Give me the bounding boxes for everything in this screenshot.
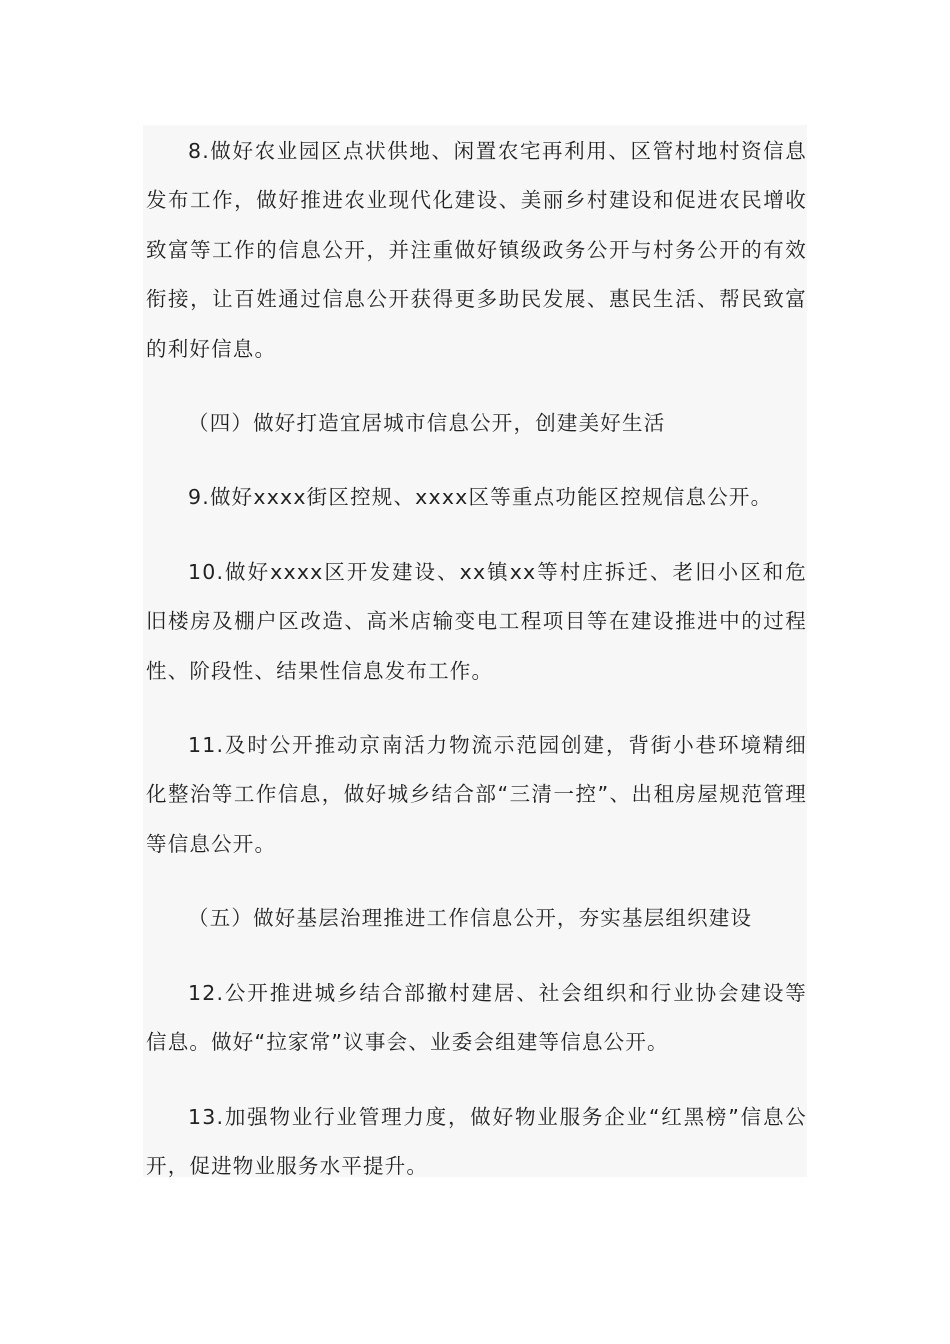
paragraph-item-10: 10.做好xxxx区开发建设、xx镇xx等村庄拆迁、老旧小区和危旧楼房及棚户区改造、高米店输变电工程项目等在建设推进中的过程性、阶段性、结果性信息发布工作。: [146, 559, 807, 683]
section-heading-5: （五）做好基层治理推进工作信息公开，夯实基层组织建设: [188, 906, 753, 931]
paragraph-item-9: 9.做好xxxx街区控规、xxxx区等重点功能区控规信息公开。: [188, 485, 773, 510]
paragraph-item-13: 13.加强物业行业管理力度，做好物业服务企业“红黑榜”信息公开，促进物业服务水平提升。: [146, 1104, 807, 1178]
section-heading-4: （四）做好打造宜居城市信息公开，创建美好生活: [188, 411, 666, 436]
document-text-block: [143, 125, 807, 1177]
paragraph-item-11: 11.及时公开推动京南活力物流示范园创建，背街小巷环境精细化整治等工作信息，做好城乡结合部“三清一控”、出租房屋规范管理等信息公开。: [146, 733, 807, 856]
paragraph-item-8: 8.做好农业园区点状供地、闲置农宅再利用、区管村地村资信息发布工作，做好推进农业现代化建设、美丽乡村建设和促进农民增收致富等工作的信息公开，并注重做好镇级政务公开与村务公开的有效衔接，让百姓通过信息公开获得更多助民发展、惠民生活、帮民致富的利好信息。: [146, 139, 807, 361]
paragraph-item-12: 12.公开推进城乡结合部撤村建居、社会组织和行业协会建设等信息。做好“拉家常”议事会、业委会组建等信息公开。: [146, 980, 807, 1055]
